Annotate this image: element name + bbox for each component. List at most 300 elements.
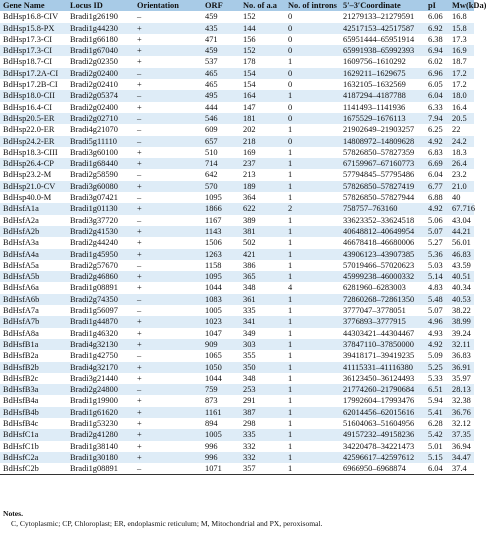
cell-gene-name: BdHsfB3a xyxy=(3,385,39,395)
cell-orf: 444 xyxy=(205,102,218,112)
cell-pi: 6.77 xyxy=(428,181,443,191)
cell-orientation: + xyxy=(137,272,142,282)
cell-introns: 1 xyxy=(288,430,293,440)
cell-orf: 894 xyxy=(205,418,218,428)
cell-orientation: + xyxy=(137,181,142,191)
cell-gene-name: BdHsp18.0-CII xyxy=(3,91,55,101)
table-row xyxy=(0,192,474,203)
cell-orf: 459 xyxy=(205,46,218,56)
table-row xyxy=(0,407,474,418)
cell-gene-name: BdHsp15.8-PX xyxy=(3,23,55,33)
header-locus-id: Locus ID xyxy=(70,1,103,10)
cell-coordinate: 17992604–17993476 xyxy=(343,396,415,406)
cell-orientation: + xyxy=(137,407,142,417)
cell-introns: 1 xyxy=(288,125,293,135)
cell-aa: 154 xyxy=(243,68,256,78)
cell-coordinate: 3777047–3778051 xyxy=(343,306,406,316)
cell-gene-name: BdHsfB4a xyxy=(3,396,39,406)
table-row xyxy=(0,90,474,101)
cell-mw: 32.38 xyxy=(452,396,471,406)
table-row xyxy=(0,418,474,429)
cell-coordinate: 41115331–41116380 xyxy=(343,362,413,372)
cell-aa: 147 xyxy=(243,102,256,112)
cell-coordinate: 67159967–67160773 xyxy=(343,159,415,169)
cell-aa: 237 xyxy=(243,159,256,169)
cell-locus-id: Bradi1g08891 xyxy=(67,463,134,475)
cell-gene-name: BdHsfA4a xyxy=(3,249,39,259)
cell-locus-id: Bradi2g24800 xyxy=(70,385,118,395)
cell-pi: 6.88 xyxy=(428,193,443,203)
cell-aa: 189 xyxy=(243,181,256,191)
cell-pi: 6.02 xyxy=(428,57,443,67)
cell-pi: 6.83 xyxy=(428,147,443,157)
cell-gene-name: BdHsp17.3-CI xyxy=(3,34,53,44)
cell-coordinate: 57794845–57795486 xyxy=(343,170,415,180)
cell-gene-name: BdHsp21.0-CV xyxy=(3,181,56,191)
cell-coordinate: 21279133–21279591 xyxy=(343,12,415,22)
cell-pi: 5.33 xyxy=(428,373,443,383)
cell-introns: 1 xyxy=(288,294,293,304)
cell-introns: 1 xyxy=(288,226,293,236)
cell-introns: 1 xyxy=(288,260,293,270)
cell-pi: 6.04 xyxy=(425,463,449,475)
cell-locus-id: Bradi1g56097 xyxy=(70,306,118,316)
cell-locus-id: Bradi1g68440 xyxy=(70,159,118,169)
cell-mw: 43.59 xyxy=(452,260,471,270)
cell-locus-id: Bradi1g01130 xyxy=(70,204,118,214)
cell-orf: 1263 xyxy=(205,249,222,259)
cell-locus-id: Bradi2g74350 xyxy=(70,294,118,304)
table-row xyxy=(0,124,474,135)
cell-locus-id: Bradi1g44870 xyxy=(70,317,118,327)
table-row xyxy=(0,441,474,452)
cell-aa: 381 xyxy=(243,226,256,236)
cell-aa: 421 xyxy=(243,249,256,259)
cell-pi: 5.36 xyxy=(428,249,443,259)
cell-pi: 7.94 xyxy=(428,113,443,123)
cell-orf: 642 xyxy=(205,170,218,180)
cell-pi: 5.41 xyxy=(428,407,443,417)
cell-orf: 465 xyxy=(205,80,218,90)
cell-locus-id: Bradi1g61620 xyxy=(70,407,118,417)
cell-coordinate: 42596617–42597612 xyxy=(343,452,415,462)
cell-pi: 5.07 xyxy=(428,226,443,236)
cell-mw: 24.2 xyxy=(452,136,467,146)
cell-orientation: – xyxy=(137,260,142,270)
cell-gene-name: BdHsp17.3-CI xyxy=(3,46,53,56)
cell-coordinate: 40648812–40649954 xyxy=(343,226,415,236)
cell-mw: 22 xyxy=(452,125,461,135)
cell-pi: 5.09 xyxy=(428,351,443,361)
table-row xyxy=(0,350,474,361)
cell-locus-id: Bradi1g53230 xyxy=(70,418,118,428)
cell-pi: 5.03 xyxy=(428,260,443,270)
cell-mw: 40.51 xyxy=(452,272,471,282)
cell-mw: 56.01 xyxy=(452,238,471,248)
cell-orf: 1143 xyxy=(205,226,222,236)
table-row xyxy=(0,249,474,260)
cell-locus-id: Bradi5g11110 xyxy=(70,136,117,146)
cell-coordinate: 39418171–39419235 xyxy=(343,351,415,361)
cell-locus-id: Bradi2g02350 xyxy=(70,57,118,67)
cell-orientation: – xyxy=(137,136,142,146)
cell-orientation: + xyxy=(137,339,142,349)
cell-orientation: + xyxy=(137,46,142,56)
cell-orientation: + xyxy=(137,418,142,428)
cell-locus-id: Bradi1g44230 xyxy=(70,23,118,33)
table-row xyxy=(0,23,474,34)
cell-aa: 348 xyxy=(243,373,256,383)
cell-introns: 1 xyxy=(288,57,293,67)
cell-introns: 1 xyxy=(288,373,293,383)
cell-mw: 17.3 xyxy=(452,34,467,44)
cell-coordinate: 49157232–49158236 xyxy=(343,430,415,440)
cell-orf: 459 xyxy=(205,12,218,22)
cell-gene-name: BdHsfA8a xyxy=(3,328,39,338)
cell-introns: 1 xyxy=(288,193,293,203)
cell-orientation: + xyxy=(137,226,142,236)
cell-introns: 1 xyxy=(288,385,293,395)
notes-text: C, Cytoplasmic; CP, Chloroplast; ER, endoplasmic reticulum; M, Mitochondrial and PX, peroxisomal. xyxy=(11,519,323,528)
cell-orientation: + xyxy=(137,396,142,406)
cell-orf: 1005 xyxy=(205,430,222,440)
cell-coordinate: 1141493–1141936 xyxy=(343,102,406,112)
cell-mw: 36.94 xyxy=(452,441,471,451)
cell-orf: 1158 xyxy=(205,260,222,270)
cell-orf: 537 xyxy=(205,57,218,67)
cell-pi: 6.92 xyxy=(428,23,443,33)
table-row xyxy=(0,147,474,158)
cell-aa: 152 xyxy=(243,46,256,56)
cell-orientation: + xyxy=(137,102,142,112)
header-introns: No. of introns xyxy=(288,1,337,10)
cell-mw: 15.8 xyxy=(452,23,467,33)
cell-coordinate: 65991938–65992393 xyxy=(343,46,415,56)
cell-gene-name: BdHsfB2a xyxy=(3,351,39,361)
cell-aa: 622 xyxy=(243,204,256,214)
cell-orf: 714 xyxy=(205,159,218,169)
cell-orientation: – xyxy=(137,125,142,135)
cell-introns: 1 xyxy=(288,418,293,428)
cell-pi: 6.69 xyxy=(428,159,443,169)
cell-orientation: + xyxy=(137,249,142,259)
cell-mw: 36.83 xyxy=(452,351,471,361)
cell-orientation: – xyxy=(137,351,142,361)
cell-coordinate: 4187294–4187788 xyxy=(343,91,406,101)
cell-introns: 1 xyxy=(288,328,293,338)
cell-orf: 909 xyxy=(205,339,218,349)
cell-locus-id: Bradi3g60100 xyxy=(70,147,118,157)
cell-orientation: + xyxy=(137,430,142,440)
cell-pi: 4.92 xyxy=(428,339,443,349)
cell-introns: 1 xyxy=(288,317,293,327)
cell-mw: 36.91 xyxy=(452,362,471,372)
cell-introns: 1 xyxy=(288,249,293,259)
cell-gene-name: BdHsp22.0-ER xyxy=(3,125,55,135)
cell-orientation: – xyxy=(137,306,142,316)
cell-pi: 6.38 xyxy=(428,34,443,44)
cell-orf: 465 xyxy=(205,68,218,78)
cell-gene-name: BdHsp16.4-CI xyxy=(3,102,53,112)
cell-orientation: + xyxy=(137,80,142,90)
cell-mw: 40.34 xyxy=(452,283,471,293)
cell-mw: 18.0 xyxy=(452,91,467,101)
cell-orientation: + xyxy=(137,317,142,327)
cell-coordinate: 6966950–6968874 xyxy=(340,463,425,475)
cell-locus-id: Bradi2g41280 xyxy=(70,430,118,440)
cell-mw: 37.35 xyxy=(452,430,471,440)
cell-introns: 1 xyxy=(288,159,293,169)
cell-pi: 5.07 xyxy=(428,306,443,316)
cell-gene-name: BdHsfA3a xyxy=(3,238,39,248)
cell-coordinate: 758757–763160 xyxy=(343,204,398,214)
cell-orf: 1023 xyxy=(205,317,222,327)
cell-gene-name: BdHsfC1b xyxy=(3,441,39,451)
cell-gene-name: BdHsp18.7-CI xyxy=(3,57,53,67)
cell-mw: 36.76 xyxy=(452,407,471,417)
cell-pi: 6.94 xyxy=(428,46,443,56)
cell-orientation: – xyxy=(137,113,142,123)
cell-gene-name: BdHsp16.8-CIV xyxy=(3,12,59,22)
cell-locus-id: Bradi1g19900 xyxy=(70,396,118,406)
cell-pi: 5.27 xyxy=(428,238,443,248)
cell-coordinate: 46678418–46680006 xyxy=(343,238,415,248)
cell-aa: 181 xyxy=(243,113,256,123)
cell-aa: 213 xyxy=(243,170,256,180)
cell-orientation: + xyxy=(137,34,142,44)
cell-mw: 32.12 xyxy=(452,418,471,428)
cell-locus-id: Bradi2g02410 xyxy=(70,80,118,90)
table-row xyxy=(0,429,474,440)
cell-gene-name: BdHsfA6a xyxy=(3,283,39,293)
cell-gene-name: BdHsp17.2A-CI xyxy=(3,68,59,78)
cell-introns: 1 xyxy=(288,91,293,101)
cell-introns: 1 xyxy=(288,215,293,225)
table-row xyxy=(0,113,474,124)
cell-introns: 1 xyxy=(285,463,340,475)
cell-aa: 202 xyxy=(243,125,256,135)
cell-pi: 5.14 xyxy=(428,272,443,282)
cell-orf: 471 xyxy=(205,34,218,44)
cell-coordinate: 1632105–1632569 xyxy=(343,80,406,90)
table-row xyxy=(0,384,474,395)
cell-aa: 303 xyxy=(243,339,256,349)
cell-introns: 0 xyxy=(288,80,293,90)
cell-mw: 67.716 xyxy=(452,204,476,214)
cell-coordinate: 14808972–14809628 xyxy=(343,136,415,146)
cell-pi: 5.48 xyxy=(428,294,443,304)
cell-orf: 1161 xyxy=(205,407,222,417)
cell-mw: 40.53 xyxy=(452,294,471,304)
cell-introns: 1 xyxy=(288,441,293,451)
cell-aa: 332 xyxy=(243,452,256,462)
cell-gene-name: BdHsfA2b xyxy=(3,226,40,236)
cell-mw: 37.4 xyxy=(449,463,474,475)
table-row xyxy=(0,271,474,282)
cell-mw: 34.47 xyxy=(452,452,471,462)
cell-orientation: – xyxy=(137,68,142,78)
cell-introns: 1 xyxy=(288,147,293,157)
cell-locus-id: Bradi1g08891 xyxy=(70,283,118,293)
cell-orf: 570 xyxy=(205,181,218,191)
cell-pi: 5.25 xyxy=(428,362,443,372)
cell-introns: 1 xyxy=(288,339,293,349)
cell-orf: 1071 xyxy=(202,463,240,475)
cell-gene-name: BdHsp23.2-M xyxy=(3,170,52,180)
cell-gene-name: BdHsp24.2-ER xyxy=(3,136,55,146)
cell-aa: 387 xyxy=(243,407,256,417)
table-notes xyxy=(3,509,473,529)
cell-orientation: + xyxy=(137,147,142,157)
cell-aa: 335 xyxy=(243,306,256,316)
table-body xyxy=(0,11,474,475)
header-orientation: Orientation xyxy=(137,1,179,10)
cell-introns: 0 xyxy=(288,23,293,33)
cell-locus-id: Bradi3g60080 xyxy=(70,181,118,191)
cell-orientation: + xyxy=(137,452,142,462)
cell-gene-name: BdHsfB1a xyxy=(3,339,39,349)
cell-mw: 20.5 xyxy=(452,113,467,123)
cell-mw: 32.11 xyxy=(452,339,471,349)
cell-orf: 1083 xyxy=(205,294,222,304)
cell-coordinate: 57019466–57020623 xyxy=(343,260,415,270)
cell-orientation: – xyxy=(137,91,142,101)
cell-gene-name: BdHsfA5b xyxy=(3,272,40,282)
cell-orientation: – xyxy=(137,385,142,395)
cell-orientation: – xyxy=(137,215,142,225)
cell-locus-id: Bradi3g37720 xyxy=(70,215,118,225)
cell-introns: 1 xyxy=(288,306,293,316)
cell-aa: 154 xyxy=(243,80,256,90)
cell-introns: 1 xyxy=(288,362,293,372)
table-row xyxy=(0,102,474,113)
table-row xyxy=(0,215,474,226)
cell-gene-name: BdHsfA1a xyxy=(3,204,39,214)
table-row xyxy=(0,136,474,147)
header-pi: pI xyxy=(428,1,436,10)
table-row xyxy=(0,45,474,56)
table-row xyxy=(0,362,474,373)
cell-pi: 6.06 xyxy=(428,12,443,22)
notes-heading: Notes. xyxy=(3,509,24,518)
cell-aa: 349 xyxy=(243,328,256,338)
cell-locus-id: Bradi2g02710 xyxy=(70,113,118,123)
cell-aa: 164 xyxy=(243,91,256,101)
cell-orientation: + xyxy=(137,23,142,33)
cell-introns: 0 xyxy=(288,12,293,22)
cell-mw: 16.8 xyxy=(452,12,467,22)
cell-orientation: – xyxy=(134,463,202,475)
cell-introns: 1 xyxy=(288,238,293,248)
cell-aa: 144 xyxy=(243,23,256,33)
cell-aa: 341 xyxy=(243,317,256,327)
cell-aa: 291 xyxy=(243,396,256,406)
cell-mw: 17.2 xyxy=(452,80,467,90)
cell-locus-id: Bradi1g42750 xyxy=(70,351,118,361)
cell-locus-id: Bradi1g26190 xyxy=(70,12,118,22)
cell-introns: 4 xyxy=(288,283,293,293)
cell-gene-name: BdHsfA6b xyxy=(3,294,40,304)
cell-coordinate: 3776893–3777915 xyxy=(343,317,406,327)
cell-mw: 21.0 xyxy=(452,181,467,191)
cell-orf: 1506 xyxy=(205,238,222,248)
cell-pi: 5.42 xyxy=(428,430,443,440)
cell-pi: 6.05 xyxy=(428,80,443,90)
cell-aa: 178 xyxy=(243,57,256,67)
cell-coordinate: 34220478–34221473 xyxy=(343,441,415,451)
table-row xyxy=(0,463,474,475)
cell-orientation: – xyxy=(137,193,142,203)
cell-orf: 1866 xyxy=(205,204,222,214)
cell-aa: 298 xyxy=(243,418,256,428)
cell-locus-id: Bradi1g45950 xyxy=(70,249,118,259)
cell-orf: 435 xyxy=(205,23,218,33)
cell-pi: 4.93 xyxy=(428,328,443,338)
cell-orientation: + xyxy=(137,328,142,338)
table-row xyxy=(0,226,474,237)
table-row xyxy=(0,79,474,90)
cell-coordinate: 21774260–21790684 xyxy=(343,385,415,395)
cell-coordinate: 57826850–57827419 xyxy=(343,181,415,191)
cell-mw: 28.13 xyxy=(452,385,471,395)
cell-mw: 38.99 xyxy=(452,317,471,327)
cell-coordinate: 72860268–72861350 xyxy=(343,294,415,304)
cell-mw: 23.2 xyxy=(452,170,467,180)
cell-locus-id: Bradi2g57670 xyxy=(70,260,118,270)
table-row xyxy=(0,282,474,293)
cell-aa: 355 xyxy=(243,351,256,361)
cell-coordinate: 1609756–1610292 xyxy=(343,57,406,67)
cell-coordinate: 21902649–21903257 xyxy=(343,125,415,135)
cell-mw: 46.83 xyxy=(452,249,471,259)
header-mw: Mw(kDa) xyxy=(452,1,486,10)
cell-introns: 1 xyxy=(288,272,293,282)
cell-orf: 1065 xyxy=(205,351,222,361)
cell-aa: 156 xyxy=(243,34,256,44)
cell-aa: 364 xyxy=(243,193,256,203)
cell-orf: 1050 xyxy=(205,362,222,372)
cell-coordinate: 57826850–57827944 xyxy=(343,193,415,203)
cell-pi: 6.51 xyxy=(428,385,443,395)
cell-locus-id: Bradi2g02400 xyxy=(70,68,118,78)
cell-orf: 1044 xyxy=(205,373,222,383)
table-row xyxy=(0,237,474,248)
cell-introns: 0 xyxy=(288,34,293,44)
cell-coordinate: 43906123–43907385 xyxy=(343,249,415,259)
cell-pi: 4.92 xyxy=(428,204,443,214)
cell-mw: 44.21 xyxy=(452,226,471,236)
cell-introns: 0 xyxy=(288,102,293,112)
cell-mw: 17.2 xyxy=(452,68,467,78)
cell-pi: 6.04 xyxy=(428,170,443,180)
cell-locus-id: Bradi2g02400 xyxy=(70,102,118,112)
cell-coordinate: 62014456–62015616 xyxy=(343,407,415,417)
table-row xyxy=(0,68,474,79)
cell-coordinate: 42517153–42517587 xyxy=(343,23,415,33)
cell-orientation: + xyxy=(137,57,142,67)
cell-introns: 1 xyxy=(288,181,293,191)
cell-locus-id: Bradi2g58590 xyxy=(70,170,118,180)
cell-locus-id: Bradi2g41530 xyxy=(70,226,118,236)
cell-gene-name: BdHsfA7b xyxy=(3,317,40,327)
cell-orf: 510 xyxy=(205,147,218,157)
cell-orf: 495 xyxy=(205,91,218,101)
table-row xyxy=(0,56,474,67)
cell-pi: 6.28 xyxy=(428,418,443,428)
cell-aa: 350 xyxy=(243,362,256,372)
cell-orf: 1095 xyxy=(205,193,222,203)
table-row xyxy=(0,305,474,316)
